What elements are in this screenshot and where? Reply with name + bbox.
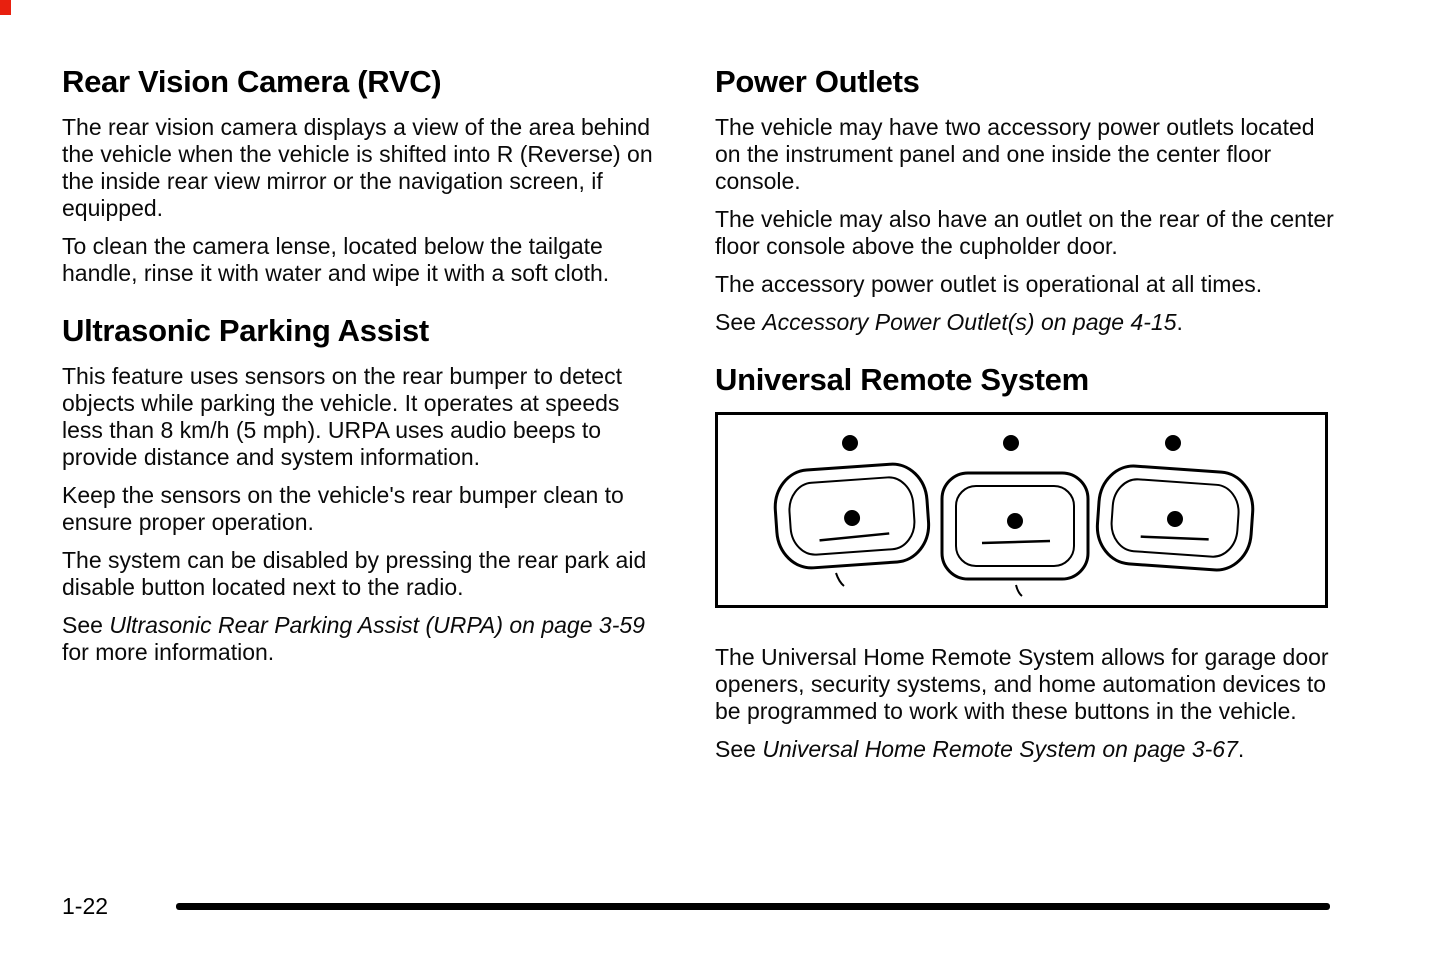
paragraph: To clean the camera lense, located below the tailgate handle, rinse it with water and wipe it with a soft cloth. xyxy=(62,233,610,286)
paragraph: The Universal Home Remote System allows for garage door openers, security systems, and home automation devices to be programmed to work with these buttons in the vehicle. xyxy=(715,644,1329,724)
see-prefix: See xyxy=(62,612,110,638)
paragraph: The vehicle may have two accessory power outlets located on the instrument panel and one inside the center floor console. xyxy=(715,114,1315,194)
right-column xyxy=(715,64,1335,774)
paragraph: The accessory power outlet is operational at all times. xyxy=(715,271,1263,297)
left-column xyxy=(62,64,662,677)
see-prefix: See xyxy=(715,736,763,762)
section-heading-power-outlets: Power Outlets xyxy=(715,64,920,99)
paragraph: This feature uses sensors on the rear bumper to detect objects while parking the vehicle. It operates at speeds less than 8 km/h (5 mph). URPA uses audio beeps to provide distance and system information. xyxy=(62,363,622,470)
see-reference-title: Ultrasonic Rear Parking Assist (URPA) on page 3-59 xyxy=(109,612,645,638)
section-heading-rear-vision-camera: Rear Vision Camera (RVC) xyxy=(62,64,442,99)
paragraph: The system can be disabled by pressing the rear park aid disable button located next to the radio. xyxy=(62,547,647,600)
see-prefix: See xyxy=(715,309,763,335)
cross-reference xyxy=(715,736,1335,763)
universal-remote-illustration xyxy=(718,415,1325,605)
cross-reference xyxy=(715,309,1335,336)
see-reference-title: Accessory Power Outlet(s) on page 4-15 xyxy=(762,309,1177,335)
see-suffix: for more information. xyxy=(62,639,275,665)
remote-button-left-icon xyxy=(773,462,931,570)
universal-remote-figure xyxy=(715,412,1328,608)
page-number: 1-22 xyxy=(62,893,109,919)
remote-button-middle-icon xyxy=(942,473,1088,579)
see-suffix: . xyxy=(1176,309,1183,335)
paragraph: The vehicle may also have an outlet on the rear of the center floor console above the cupholder door. xyxy=(715,206,1334,259)
section-heading-universal-remote-system: Universal Remote System xyxy=(715,362,1089,397)
section-heading-ultrasonic-parking-assist: Ultrasonic Parking Assist xyxy=(62,313,429,348)
page-corner-mark xyxy=(0,0,11,15)
paragraph: The rear vision camera displays a view of the area behind the vehicle when the vehicle is shifted into R (Reverse) on the inside rear view mirror or the navigation screen, if equipped. xyxy=(62,114,653,221)
see-suffix: . xyxy=(1237,736,1245,762)
remote-button-right-icon xyxy=(1095,464,1255,573)
indicator-dots-icon xyxy=(842,435,1181,451)
see-reference-title: Universal Home Remote System on page 3-67 xyxy=(762,736,1238,762)
cross-reference xyxy=(62,612,662,666)
paragraph: Keep the sensors on the vehicle's rear bumper clean to ensure proper operation. xyxy=(62,482,624,535)
footer-rule xyxy=(176,903,1330,910)
